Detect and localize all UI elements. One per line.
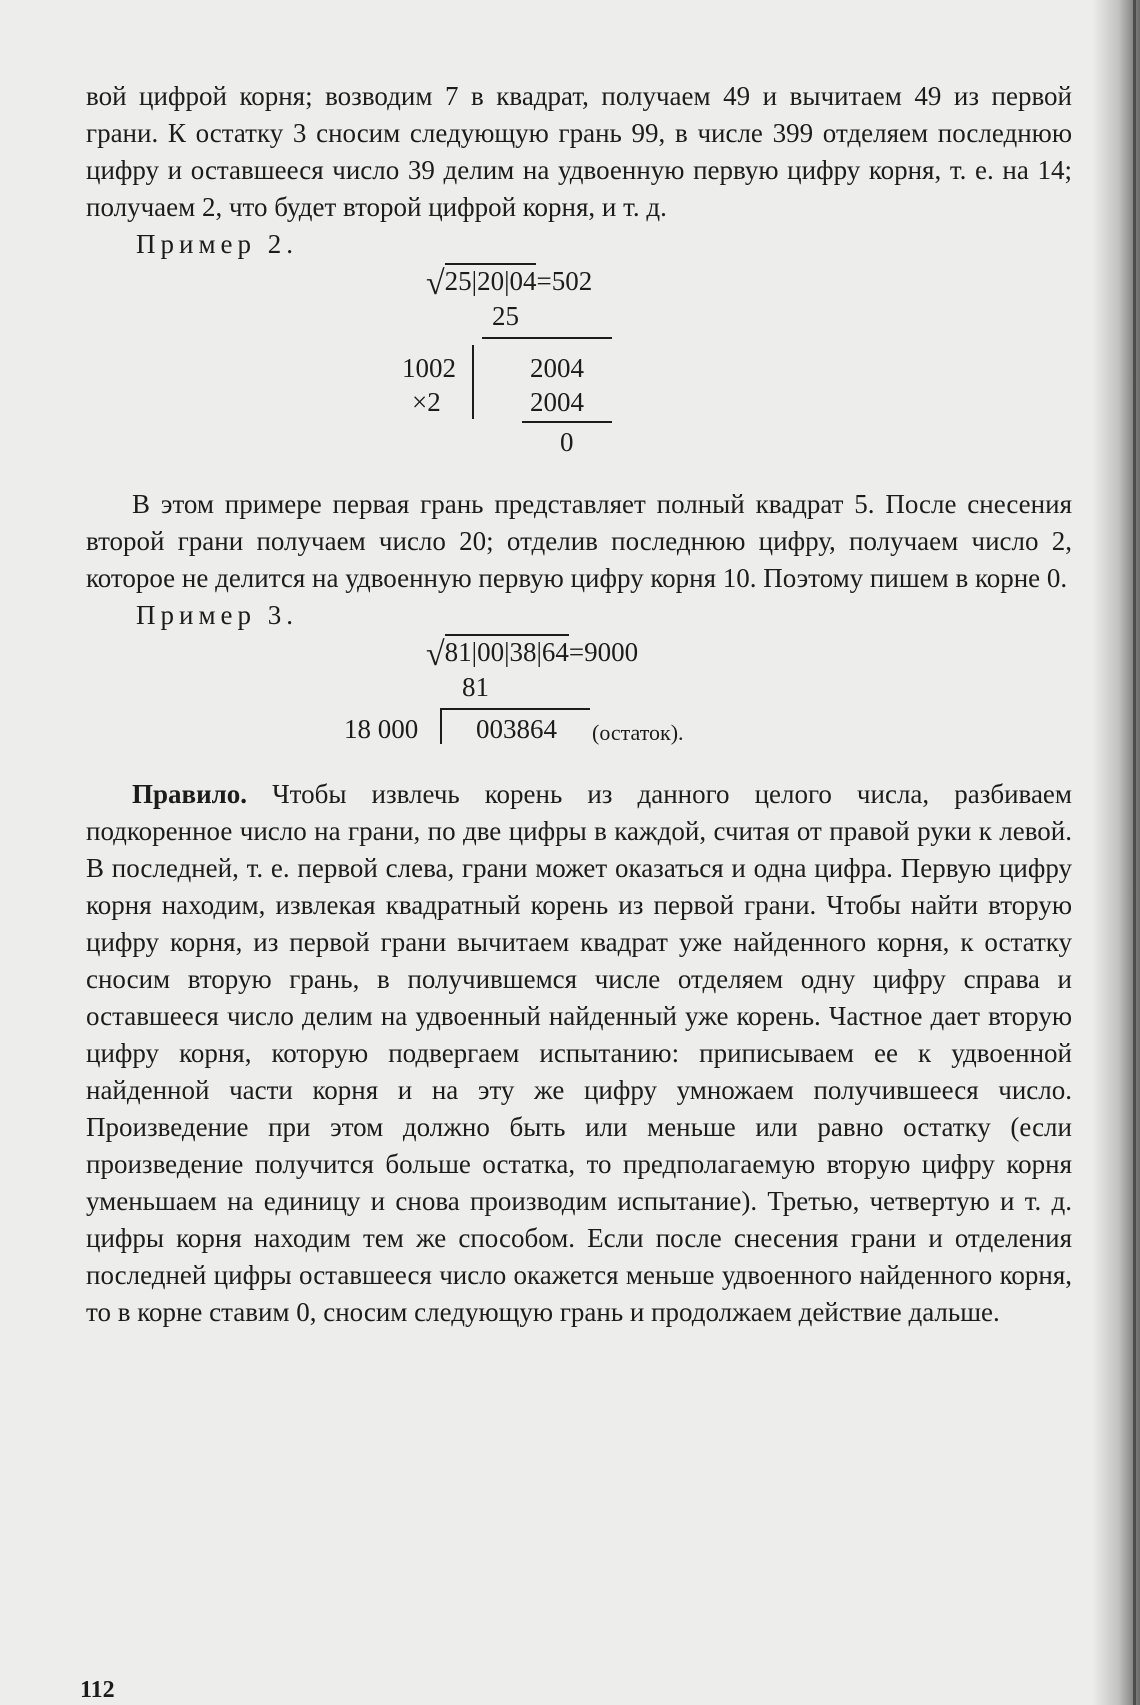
page-number: 112	[80, 1677, 115, 1703]
example-3-rule-line	[440, 708, 590, 710]
example-2-product: 2004	[530, 387, 584, 417]
example-2-divisor: 1002	[402, 353, 456, 383]
example-2-rule-line	[482, 337, 612, 339]
example-3-label: Пример 3.	[136, 600, 299, 630]
example-3-radicand: 81|00|38|64	[445, 634, 569, 667]
example-2-first-subtrahend: 25	[492, 301, 519, 331]
example-2-result-line	[522, 421, 612, 423]
example-2-result: =502	[536, 266, 593, 296]
example-2-final: 0	[560, 427, 574, 457]
example-3-divider	[440, 708, 442, 744]
example-3-result: =9000	[568, 637, 639, 667]
example-3-first-subtrahend: 81	[462, 672, 489, 702]
sqrt-icon: √	[426, 636, 445, 673]
example-3-divisor: 18 000	[344, 714, 419, 744]
rule-text: Чтобы извлечь корень из данного целого числа, разбиваем подкоренное число на грани, по две цифры в каждой, считая от правой руки к левой. В последней, т. е. первой слева, грани может оказаться и одна цифра. Первую цифру корня находим, извлекая квадратный корень из первой грани. Чтобы найти вторую цифру корня, из первой грани вычитаем квадрат уже найденного корня, к остатку сносим вторую грань, в получившемся числе отделяем одну цифру справа и оставшееся число делим на удвоенный найденный уже корень. Частное дает вторую цифру корня, которую подвергаем испытанию: приписываем ее к удвоенной найденной части корня и на эту же цифру умножаем получившееся число. Произведение при этом должно быть или меньше или равно остатку (если произведение получится больше остатка, то предполагаемую вторую цифру корня уменьшаем на единицу и снова производим испытание). Третью, четвертую и т. д. цифры корня находим тем же способом. Если после снесения грани и отделения последней цифры оставшееся число окажется меньше удвоенного найденного корня, то в корне ставим 0, сносим следующую грань и продолжаем действие дальше.	[86, 779, 1072, 1327]
page-edge	[1133, 0, 1136, 1705]
page-content	[86, 78, 1072, 1331]
example-2-radicand: 25|20|04	[445, 263, 537, 296]
example-3-remainder: 003864	[476, 714, 557, 744]
example-3-remainder-note: (остаток).	[592, 720, 684, 745]
sqrt-icon: √	[426, 265, 445, 302]
rule-paragraph	[86, 776, 1072, 1331]
paragraph-intro: вой цифрой корня; возводим 7 в квадрат, получаем 49 и вычитаем 49 из первой грани. К остатку 3 сносим следующую грань 99, в числе 399 отделяем последнюю цифру и оставшееся число 39 делим на удвоенную первую цифру корня, т. е. на 14; получаем 2, что будет второй цифрой корня, и т. д.	[86, 81, 1072, 222]
example-2-multiplier: ×2	[412, 387, 441, 417]
example-2-divider	[472, 345, 474, 419]
example-2-remainder: 2004	[530, 353, 584, 383]
example-3-computation	[86, 634, 1072, 754]
paragraph-example-2: В этом примере первая грань представляет полный квадрат 5. После снесения второй грани получаем число 20; отделив последнюю цифру, получаем число 2, которое не делится на удвоенную первую цифру корня 10. Поэтому пишем в корне 0.	[86, 489, 1072, 593]
example-2-computation	[86, 263, 1072, 468]
example-2-label: Пример 2.	[136, 229, 299, 259]
rule-heading: Правило.	[132, 779, 248, 809]
